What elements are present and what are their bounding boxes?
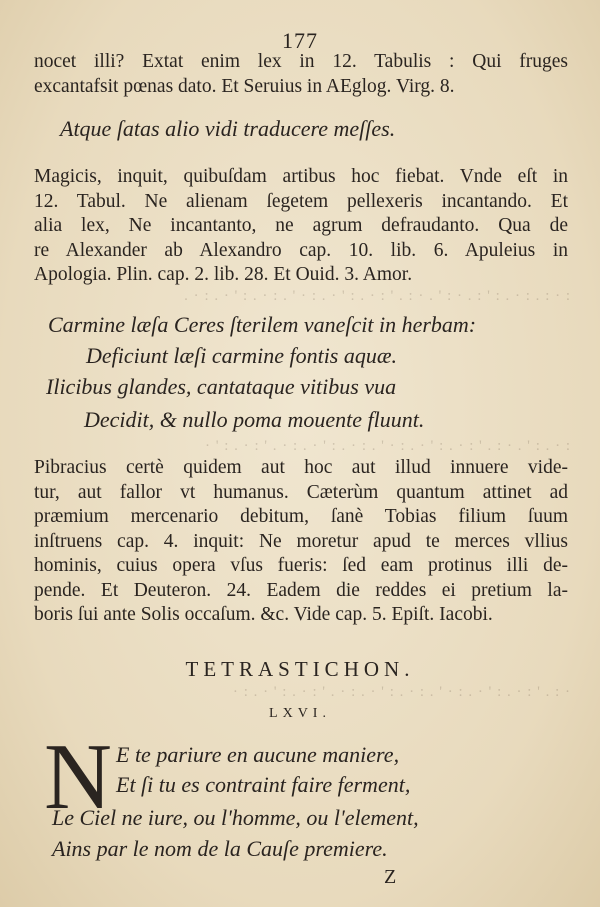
poem-line: Ilicibus glandes, cantataque vitibus vua [46,374,397,399]
quotation-line: Atque ſatas alio vidi traducere meſſes. [60,116,396,141]
text-line: Magicis, inquit, quibuſdam artibus hoc fiebat. Vnde eſt in [34,166,568,187]
section-heading: TETRASTICHON. [185,657,415,681]
paragraph-3 [34,456,568,628]
text-line: Pibracius certè quidem aut hoc aut illud innuere vide- [34,457,568,478]
stanza-line: E te pariure en aucune maniere, [116,742,400,767]
text-line: Apologia. Plin. cap. 2. lib. 28. Et Ouid. 3. Amor. [34,264,413,285]
text-line: alia lex, Ne incantanto, ne agrum defraudanto. Qua de [34,215,568,236]
stanza-line: Ains par le nom de la Cauſe premiere. [52,836,388,861]
signature-mark: Z [384,866,397,888]
bleed-through: : · . : ' . · : . ' : · . : ' · . : · ' . : · . : ' · . : · . ' : · . : ' · [204,438,570,454]
text-line: hominis, cuius opera vſus fueris: ſed eam protinus illi de- [34,555,568,576]
stanza-line: Et ſi tu es contraint faire ferment, [116,772,411,797]
paragraph-1 [34,50,568,99]
text-line: pende. Et Deuteron. 24. Eadem die reddes ei pretium la- [34,579,568,601]
poem-line: Deficiunt læſi carmine fontis aquæ. [86,343,398,368]
stanza-line: Le Ciel ne iure, ou l'homme, ou l'element, [52,805,419,830]
text-line: inſtruens cap. 4. inquit: Ne moretur apud te merces vllius [34,530,568,552]
quatrain-number: LXVI. [269,706,331,721]
bleed-through: : · : . : · . : ' : . · : ' . · : . ' : · . : ' · . : · ' . : · . : ' · . : · . [183,288,570,304]
text-line: boris ſui ante Solis occaſum. &c. Vide cap. 5. Epiſt. Iacobi. [34,604,493,625]
page-number: 177 [282,28,318,53]
text-line: excantafsit pœnas dato. Et Seruius in AEglog. Virg. 8. [34,75,455,97]
text-line: præmium mercenario debitum, ſanè Tobias filium ſuum [34,506,568,527]
text-line: 12. Tabul. Ne alienam ſegetem pellexeris incantando. Et [34,190,568,212]
bleed-through: · : . ' : · . : ' · . : · ' . : · . : ' · . : · . ' : · . : ' · . : · [231,684,570,700]
poem-line: Carmine læſa Ceres ſterilem vaneſcit in herbam: [48,312,477,337]
paragraph-2 [34,165,568,288]
text-line: tur, aut fallor vt humanus. Cæterùm quantum attinet ad [34,481,568,503]
poem-line: Decidit, & nullo poma mouente fluunt. [84,407,425,432]
text-line: nocet illi? Extat enim lex in 12. Tabulis : Qui fruges [34,51,568,72]
drop-cap: N [44,725,112,829]
text-line: re Alexander ab Alexandro cap. 10. lib. 6. Apuleius in [34,239,568,261]
